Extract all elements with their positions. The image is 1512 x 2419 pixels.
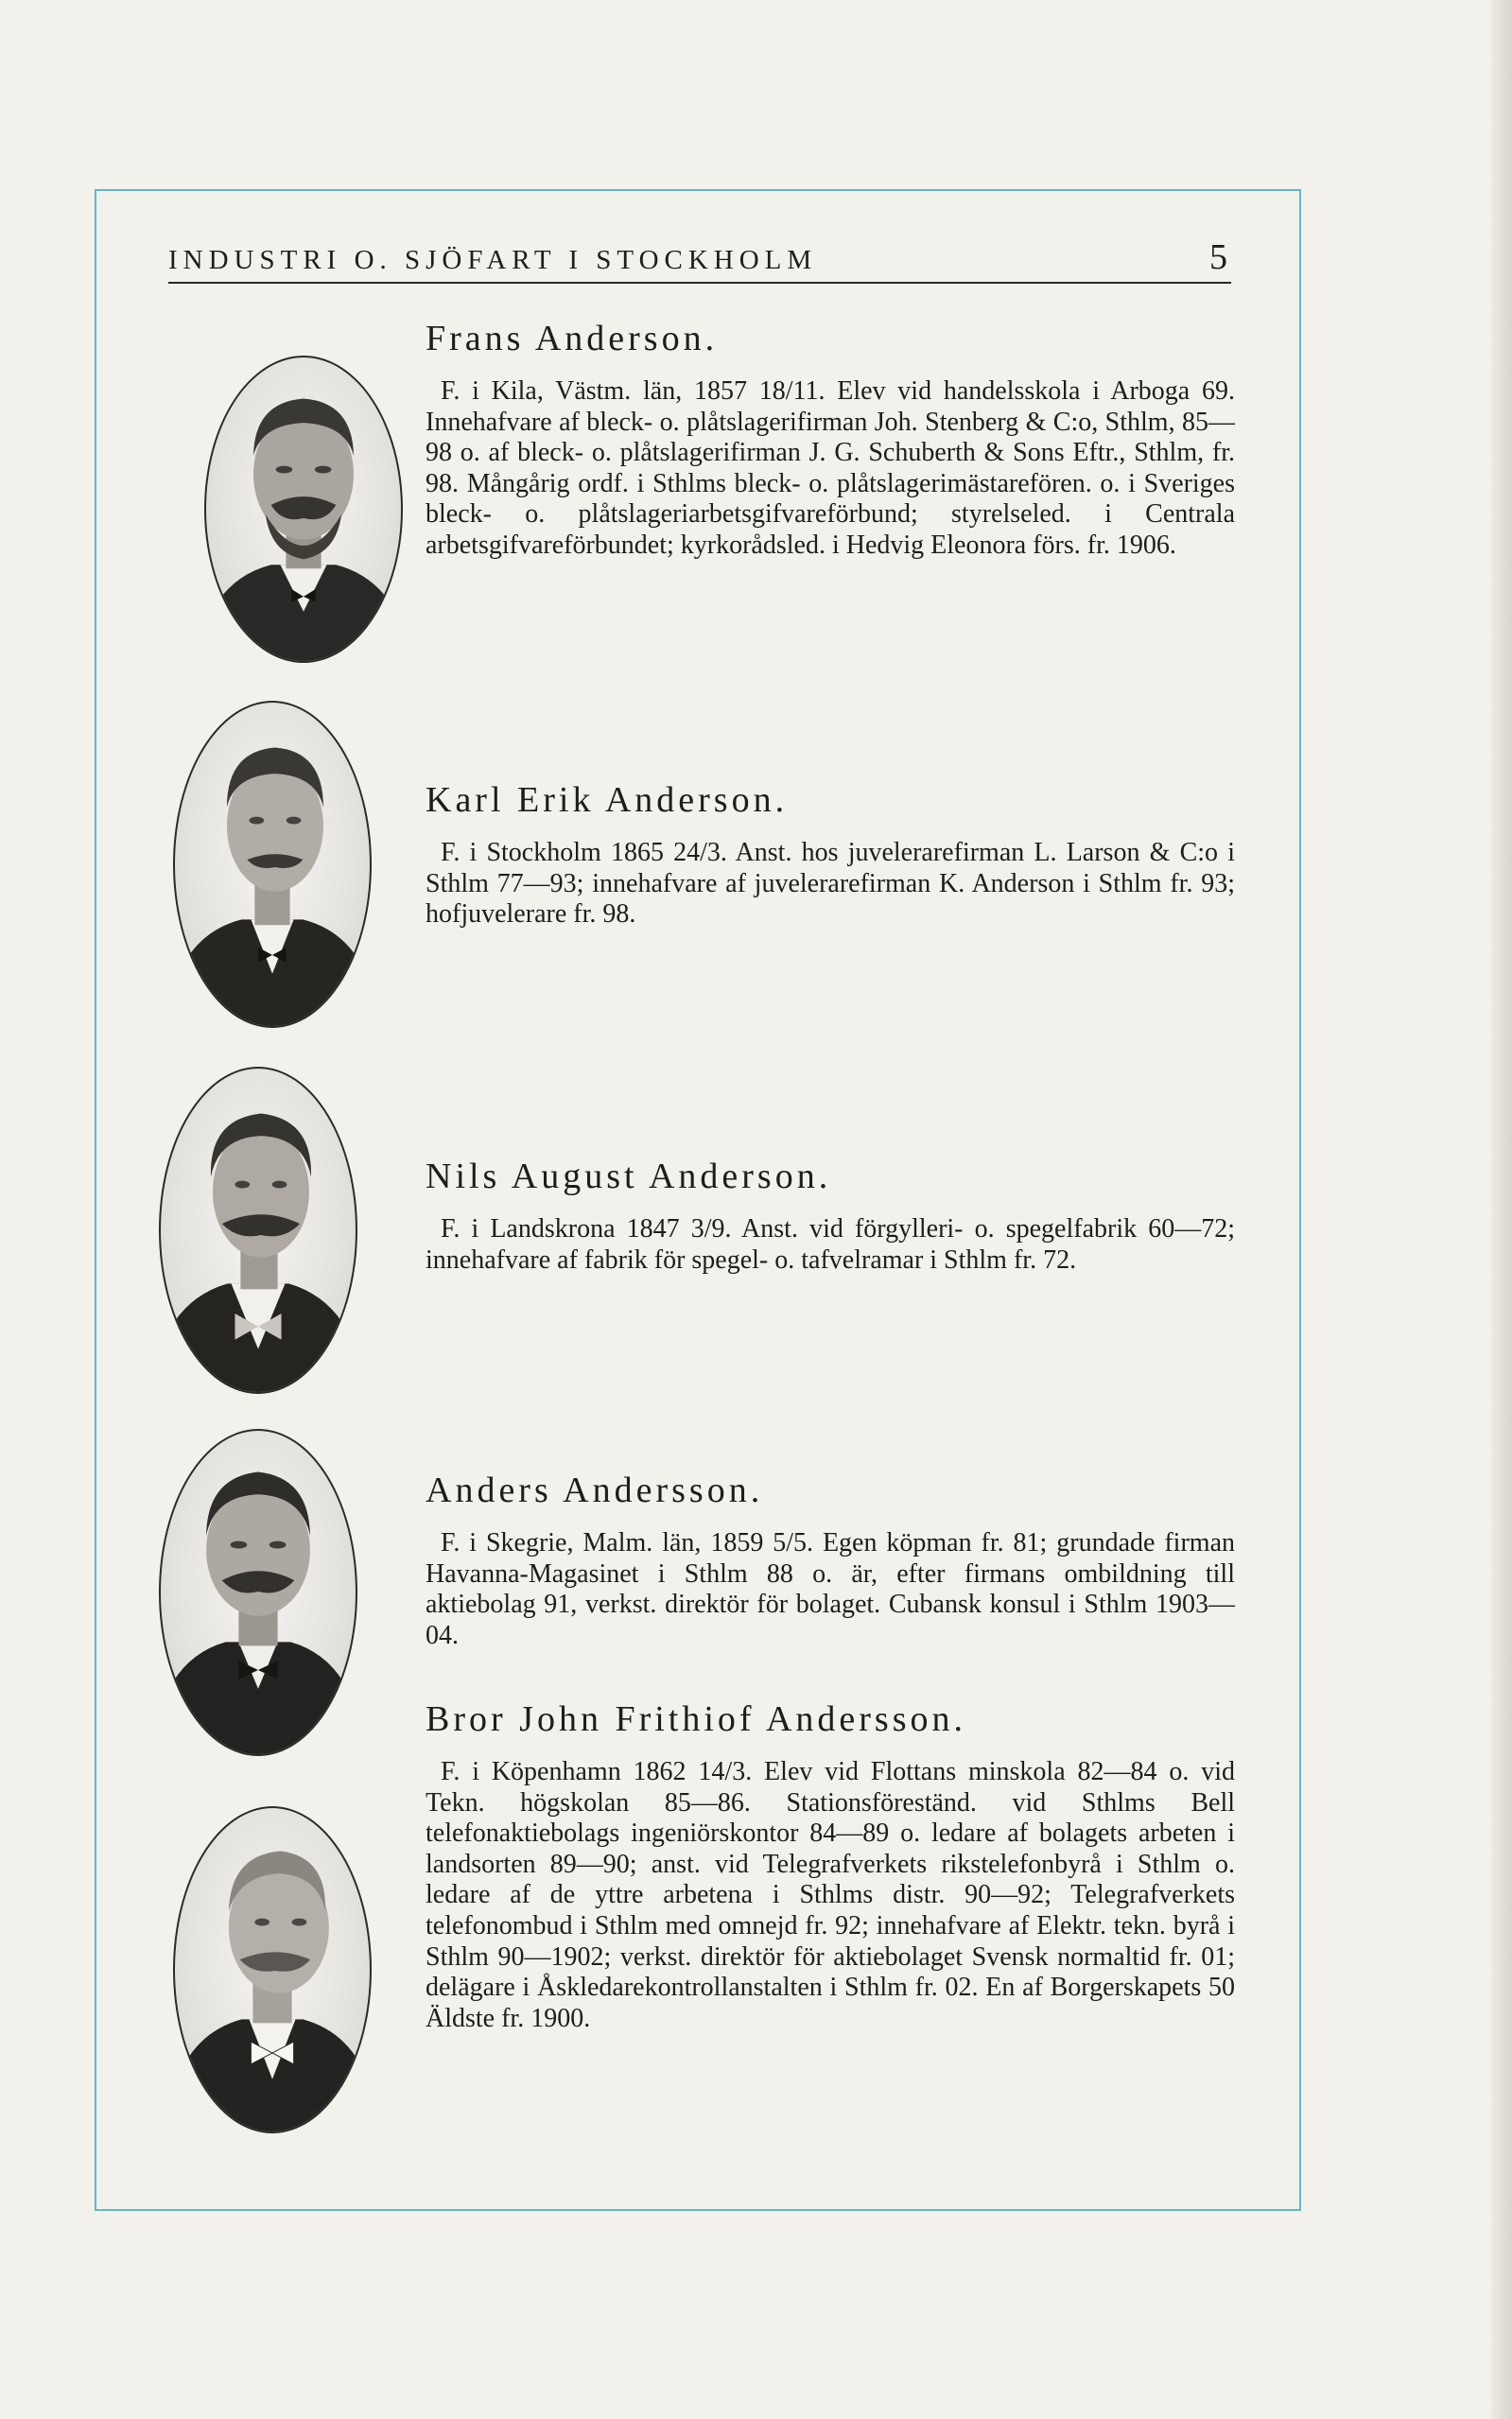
portrait-bror-john-frithiof-andersson [173,1806,372,2133]
entry-name: Bror John Frithiof Andersson. [426,1699,966,1739]
page-edge [1491,0,1512,2419]
entry-bio: F. i Skegrie, Malm. län, 1859 5/5. Egen köpman fr. 81; grundade firman Havanna-Magasinet i Sthlm 88 o. är, efter firmans ombildning till aktiebolag 91, verkst. direktör för bolaget. Cubansk konsul i Sthlm 1903—04. [426,1528,1235,1650]
entry-name: Nils August Anderson. [426,1157,832,1196]
running-header [168,235,1231,284]
entry-name: Frans Anderson. [426,319,719,358]
entry-name: Anders Andersson. [426,1471,764,1510]
header-title: INDUSTRI O. SJÖFART I STOCKHOLM [168,245,818,275]
portrait-anders-andersson [159,1429,357,1756]
portrait-nils-august-anderson [159,1067,357,1394]
page-number: 5 [1209,237,1227,277]
entry-anders-andersson [426,1470,1235,1651]
entry-bror-john-frithiof-andersson [426,1698,1235,2034]
entry-nils-august-anderson [426,1156,1235,1276]
entry-karl-erik-anderson [426,779,1235,931]
portrait-karl-erik-anderson [173,701,372,1028]
entry-bio: F. i Landskrona 1847 3/9. Anst. vid förgylleri- o. spegelfabrik 60—72; innehafvare af fabrik för spegel- o. tafvelramar i Sthlm fr. 72. [426,1214,1235,1275]
entry-bio: F. i Kila, Västm. län, 1857 18/11. Elev vid handelsskola i Arboga 69. Innehafvare af bleck- o. plåtslagerifirman Joh. Stenberg & C:o, Sthlm, 85—98 o. af bleck- o. plåtslagerifirman J. G. Schuberth & Sons Eftr., Sthlm, fr. 98. Mångårig ordf. i Sthlms bleck- o. plåtslagerimästarefören. o. i Sveriges bleck- o. plåtslageriarbetsgifvareförbund; styrelseled. i Centrala arbetsgifvareförbundet; kyrkorådsled. i Hedvig Eleonora förs. fr. 1906. [426,376,1235,560]
entry-bio: F. i Stockholm 1865 24/3. Anst. hos juvelerarefirman L. Larson & C:o i Sthlm 77—93; innehafvare af juvelerarefirman K. Anderson i Sthlm fr. 93; hofjuvelerare fr. 98. [426,838,1235,930]
entry-bio: F. i Köpenhamn 1862 14/3. Elev vid Flottans minskola 82—84 o. vid Tekn. högskolan 85—86. Stationsföreständ. vid Sthlms Bell telefonaktiebolags ingeniörskontor 84—89 o. ledare af bolagets arbeten i landsorten 89—90; anst. vid Telegrafverkets rikstelefonbyrå i Sthlm o. ledare af de yttre arbetena i Sthlms distr. 90—92; Telegrafverkets telefonombud i Sthlm med omnejd fr. 92; innehafvare af Elektr. tekn. byrå i Sthlm 90—1902; verkst. direktör för aktiebolaget Svensk normaltid fr. 01; delägare i Åskledarekontrollanstalten i Sthlm fr. 02. En af Borgerskapets 50 Äldste fr. 1900. [426,1757,1235,2033]
entry-frans-anderson [426,318,1235,562]
portrait-frans-anderson [204,356,403,663]
entry-name: Karl Erik Anderson. [426,780,789,820]
